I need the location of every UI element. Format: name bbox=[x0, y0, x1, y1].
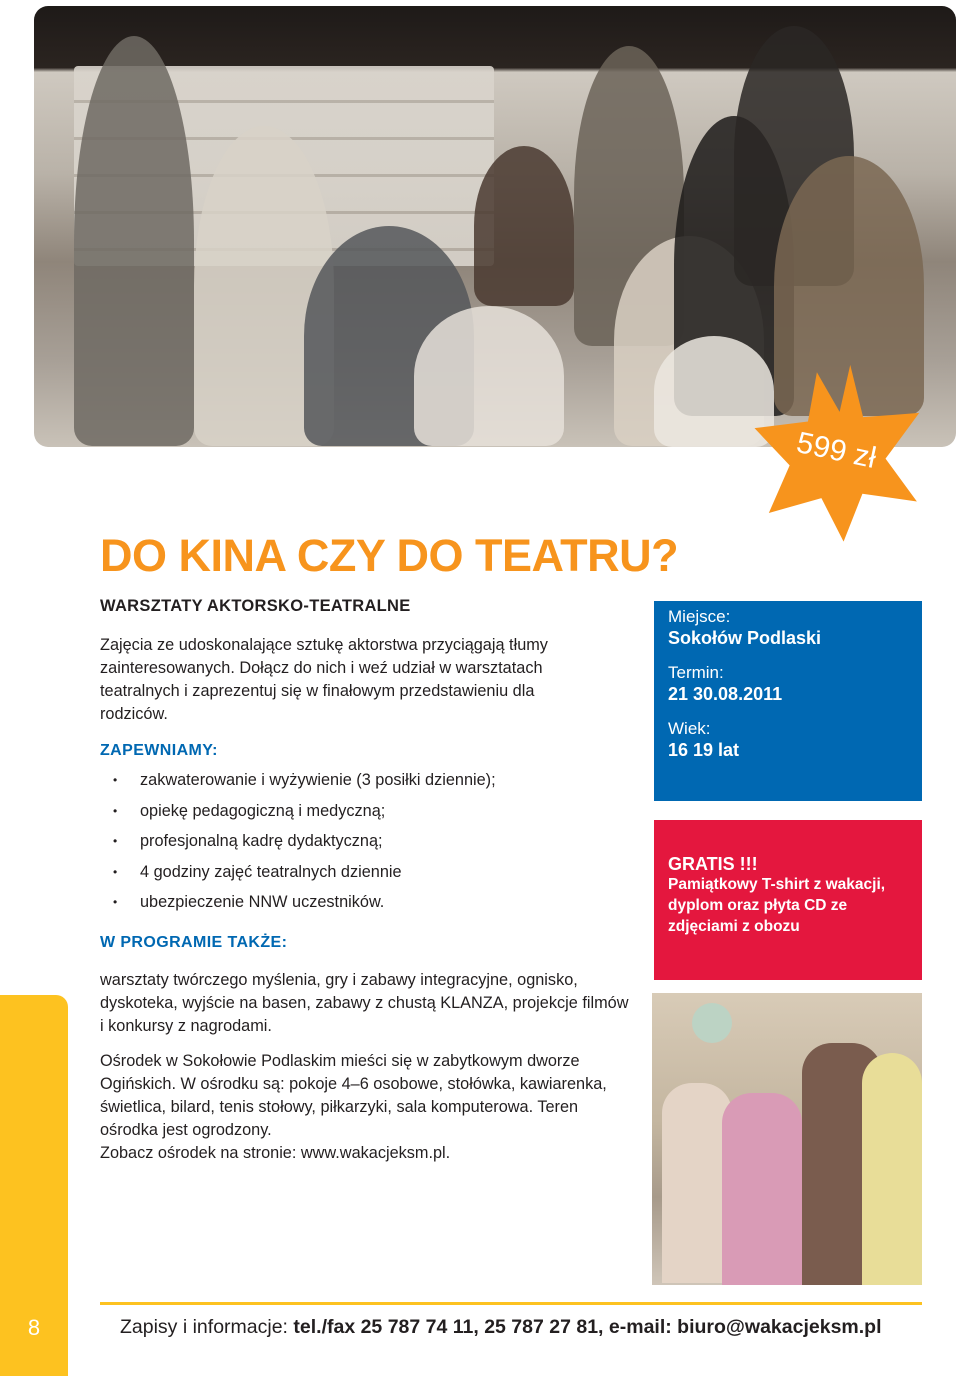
list-item: • 4 godziny zajęć teatralnych dziennie bbox=[113, 862, 402, 881]
actor-figure bbox=[474, 146, 574, 306]
place-value: Sokołów Podlaski bbox=[668, 628, 822, 648]
age-label: Wiek: bbox=[668, 719, 711, 738]
bullet-icon: • bbox=[113, 895, 118, 909]
bullet-icon: • bbox=[113, 864, 118, 879]
website-line: Zobacz ośrodek na stronie: www.wakacjeksm.pl. bbox=[100, 1144, 451, 1162]
program-paragraph: warsztaty twórczego myślenia, gry i zabawy integracyjne, ognisko, dyskoteka, wyjście na basen, zabawy z chustą KLANZA, projekcje filmów i konkursy z nagrodami. bbox=[100, 971, 629, 1035]
footer-label: Zapisy i informacje: bbox=[120, 1316, 294, 1338]
performer-figure bbox=[692, 1003, 732, 1043]
performer-figure bbox=[862, 1053, 922, 1285]
price-badge bbox=[748, 362, 928, 542]
footer-contact bbox=[120, 1316, 882, 1339]
girls-performance-photo bbox=[652, 993, 922, 1285]
bullet-icon: • bbox=[113, 803, 118, 818]
date-value: 21 30.08.2011 bbox=[668, 684, 783, 704]
guarantee-heading: ZAPEWNIAMY: bbox=[100, 742, 218, 759]
gratis-text: Pamiątkowy T-shirt z wakacji, dyplom oraz płyta CD ze zdjęciami z obozu bbox=[668, 876, 886, 935]
date-label: Termin: bbox=[668, 663, 724, 682]
actor-figure bbox=[414, 306, 564, 446]
list-item: • zakwaterowanie i wyżywienie (3 posiłki dziennie); bbox=[113, 771, 496, 789]
footer-divider bbox=[100, 1302, 922, 1305]
page-subtitle: WARSZTATY AKTORSKO-TEATRALNE bbox=[100, 597, 411, 615]
actor-figure bbox=[74, 36, 194, 446]
bullet-icon: • bbox=[113, 834, 118, 848]
list-item: • ubezpieczenie NNW uczestników. bbox=[113, 893, 385, 911]
center-paragraph: Ośrodek w Sokołowie Podlaskim mieści się w zabytkowym dworze Ogińskich. W ośrodku są: pokoje 4–6 osobowe, stołówka, kawiarenka, świetlica, bilard, tenis stołowy, piłkarzyki, sala komputerowa. Teren ośrodka jest ogrodzony. bbox=[100, 1052, 607, 1139]
guarantee-list bbox=[100, 770, 560, 923]
place-label: Miejsce: bbox=[668, 607, 731, 626]
page-number: 8 bbox=[27, 1315, 41, 1340]
program-heading: W PROGRAMIE TAKŻE: bbox=[100, 934, 288, 951]
intro-paragraph: Zajęcia ze udoskonalające sztukę aktorstwa przyciągają tłumy zainteresowanych. Dołącz do nich i weź udział w warsztatach teatralnych i zaprezentuj się w finałowym przedstawieniu dla rodziców. bbox=[100, 636, 548, 723]
info-box bbox=[654, 601, 922, 801]
footer-contact-details: tel./fax 25 787 74 11, 25 787 27 81, e-mail: biuro@wakacjeksm.pl bbox=[293, 1316, 882, 1338]
gratis-title: GRATIS !!! bbox=[668, 854, 758, 874]
list-item: • profesjonalną kadrę dydaktyczną; bbox=[113, 832, 383, 850]
bullet-icon: • bbox=[113, 773, 118, 787]
gratis-box bbox=[654, 820, 922, 980]
performer-figure bbox=[722, 1093, 802, 1285]
list-item: • opiekę pedagogiczną i medyczną; bbox=[113, 801, 386, 820]
age-value: 16 19 lat bbox=[668, 740, 740, 760]
center-description bbox=[100, 1050, 630, 1165]
price-text: 599 zł bbox=[793, 426, 879, 475]
page-title: DO KINA CZY DO TEATRU? bbox=[100, 530, 679, 581]
